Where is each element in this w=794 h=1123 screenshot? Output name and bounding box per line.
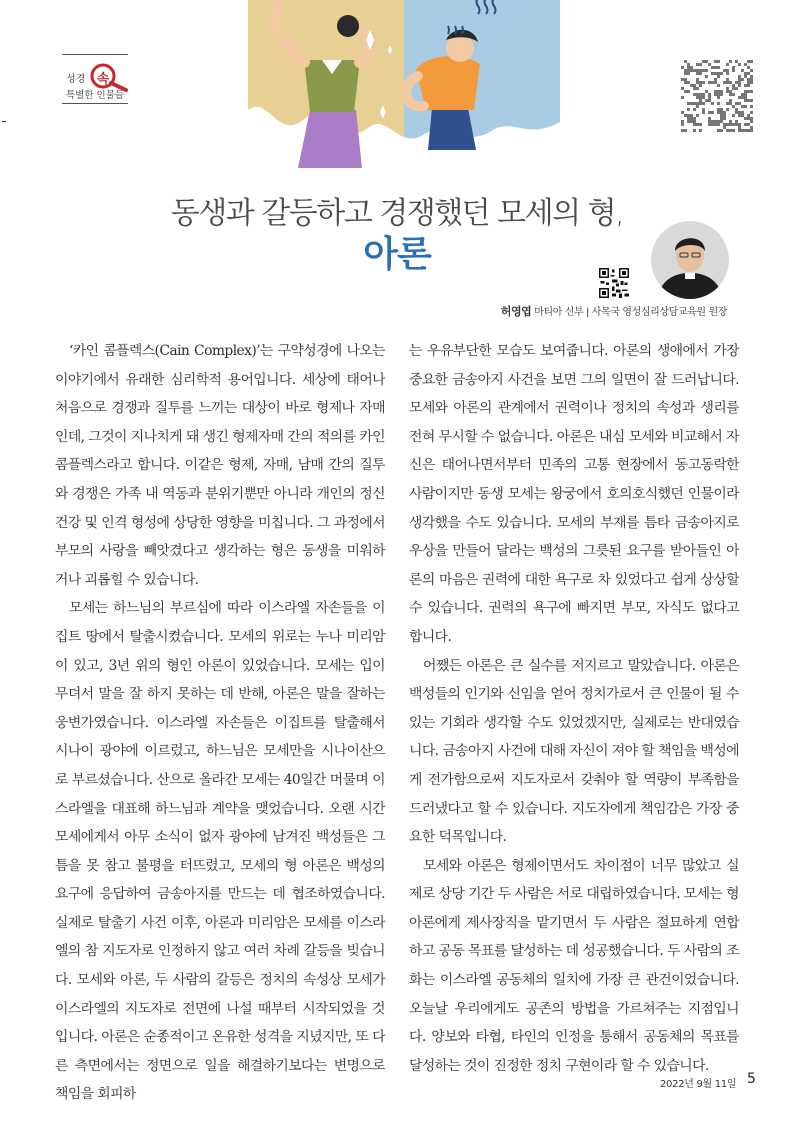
section-tag-line2: 특별한 인물들: [66, 90, 125, 101]
issue-date: 2022년 9월 11일: [660, 1079, 737, 1090]
article-title: 동생과 갈등하고 경쟁했던 모세의 형,: [170, 196, 624, 231]
section-tag-line1: 성경: [66, 74, 86, 85]
body-paragraph: 모세와 아론은 형제이면서도 차이점이 너무 많았고 실제로 상당 기간 두 사람은 서로 대립하였습니다. 모세는 형 아론에게 제사장직을 맡기면서 두 사람은 절묘하게 연합하고 공동 목표를 달성하는 데 성공했습니다. 두 사람의 조화는 이스라엘 공동체의 일치에 가장 큰 관건이었습니다. 오늘날 우리에게도 공존의 방법을 가르쳐주는 지점입니다. 양보와 타협, 타인의 인정을 통해서 공동체의 목표를 달성하는 것이 진정한 정치 구현이라 할 수 있습니다.: [409, 857, 739, 1074]
qr-code-icon: [681, 60, 753, 132]
tag-divider-bottom: [62, 103, 128, 104]
body-paragraph: 어쨌든 아론은 큰 실수를 저지르고 말았습니다. 아론은 백성들의 인기와 신임을 얻어 정치가로서 큰 인물이 될 수 있는 기회라 생각할 수도 있었겠지만, 실제로는 반대였습니다. 금송아지 사건에 대해 자신이 져야 할 책임을 백성에게 전가함으로써 지도자로서 갖춰야 할 역량이 부족함을 드러냈다고 할 수 있습니다. 지도자에게 책임감은 가장 중요한 덕목입니다.: [409, 657, 739, 846]
author-name: 허영엽: [500, 305, 532, 318]
page-number: 5: [747, 1071, 756, 1087]
author-byline: [402, 303, 727, 319]
tag-divider-top: [62, 54, 128, 55]
author-role: 마티아 신부 | 사목국 영성심리상담교육원 원장: [534, 307, 727, 318]
header-illustration: [248, 0, 560, 168]
body-column-right: [409, 337, 739, 1080]
body-paragraph: 는 우유부단한 모습도 보여줍니다. 아론의 생애에서 가장 중요한 금송아지 사건을 보면 그의 일면이 잘 드러납니다. 모세와 아론의 관계에서 권력이나 정치의 속성과 생리를 전혀 무시할 수 없습니다. 아론은 내심 모세와 비교해서 자신은 태어나면서부터 민족의 고통 현장에서 동고동락한 사람이지만 동생 모세는 왕궁에서 호의호식했던 인물이라 생각했을 수도 있습니다. 모세의 부재를 틈타 금송아지로 우상을 만들어 달라는 백성의 그릇된 요구를 받아들인 아론의 마음은 권력에 대한 욕구로 차 있었다고 쉽게 상상할 수 있습니다. 권력의 욕구에 빠지면 부모, 자식도 없다고 합니다.: [409, 343, 739, 645]
article-subtitle: 아론: [363, 234, 431, 275]
margin-mark: [2, 121, 6, 122]
author-portrait: [651, 221, 729, 299]
body-column-left: [55, 337, 385, 1109]
section-tag-badge: 속: [96, 72, 110, 87]
body-paragraph: 모세는 하느님의 부르심에 따라 이스라엘 자손들을 이집트 땅에서 탈출시켰습니다. 모세의 위로는 누나 미리암이 있고, 3년 위의 형인 아론이 있었습니다. 모세는 입이 무뎌서 말을 잘 하지 못하는 데 반해, 아론은 말을 잘하는 웅변가였습니다. 이스라엘 자손들은 이집트를 탈출해서 시나이 광야에 이르렀고, 하느님은 모세만을 시나이산으로 부르셨습니다. 산으로 올라간 모세는 40일간 머물며 이스라엘을 대표해 하느님과 계약을 맺었습니다. 오랜 시간 모세에게서 아무 소식이 없자 광야에 남겨진 백성들은 그 틈을 못 참고 불평을 터뜨렸고, 모세의 형 아론은 백성의 요구에 응답하여 금송아지를 만드는 데 협조하였습니다. 실제로 탈출기 사건 이후, 아론과 미리암은 모세를 이스라엘의 참 지도자로 인정하지 않고 여러 차례 갈등을 빚습니다. 모세와 아론, 두 사람의 갈등은 정치의 속성상 모세가 이스라엘의 지도자로 전면에 나설 때부터 시작되었을 것입니다. 아론은 순종적이고 온유한 성격을 지녔지만, 또 다른 측면에서는 정면으로 일을 해결하기보다는 변명으로 책임을 회피하: [55, 600, 385, 1103]
body-paragraph: ‘카인 콤플렉스(Cain Complex)’는 구약성경에 나오는 이야기에서 유래한 심리학적 용어입니다. 세상에 태어나 처음으로 경쟁과 질투를 느끼는 대상이 바로 형제나 자매인데, 그것이 지나치게 돼 생긴 형제자매 간의 적의를 카인 콤플렉스라고 합니다. 이같은 형제, 자매, 남매 간의 질투와 경쟁은 가족 내 역동과 분위기뿐만 아니라 개인의 정신 건강 및 인격 형성에 상당한 영향을 미칩니다. 그 과정에서 부모의 사랑을 빼앗겼다고 생각하는 형은 동생을 미워하거나 괴롭힐 수 있습니다.: [55, 343, 385, 588]
